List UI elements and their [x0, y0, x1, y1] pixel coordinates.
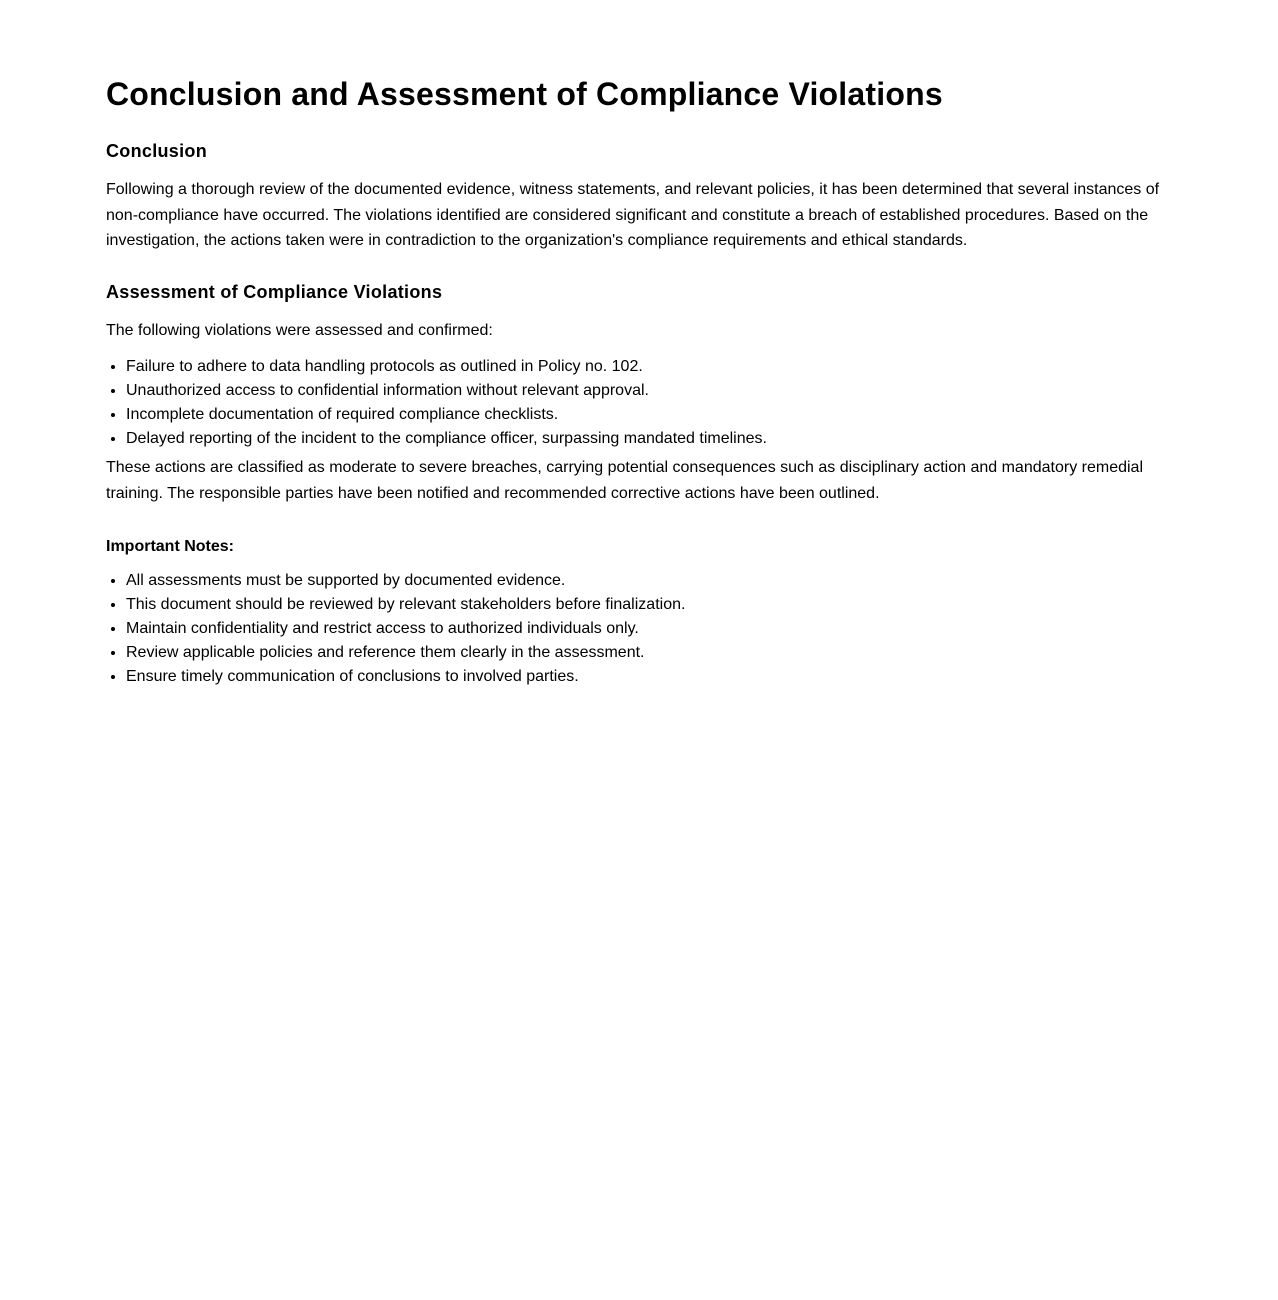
conclusion-heading: Conclusion — [106, 141, 207, 161]
assessment-heading: Assessment of Compliance Violations — [106, 281, 443, 302]
list-item: • Delayed reporting of the incident to the compliance officer, surpassing mandated timelines. — [126, 427, 1172, 451]
assessment-intro: The following violations were assessed and confirmed: — [106, 321, 493, 339]
list-item: • Incomplete documentation of required compliance checklists. — [126, 403, 1172, 427]
notes-heading: Important Notes: — [106, 537, 234, 555]
document-title: Conclusion and Assessment of Compliance Violations — [106, 76, 943, 112]
notes-section — [106, 535, 1172, 689]
conclusion-paragraph: Following a thorough review of the documented evidence, witness statements, and relevant policies, it has been determined that several instances of non-compliance have occurred. The violations identified are considered significant and constitute a breach of established procedures. Based on the investigation, the actions taken were in contradiction to the organization's compliance requirements and ethical standards. — [106, 181, 1160, 250]
list-item: • Ensure timely communication of conclusions to involved parties. — [126, 665, 1172, 689]
list-item: • This document should be reviewed by relevant stakeholders before finalization. — [126, 593, 1172, 617]
list-item: • Maintain confidentiality and restrict access to authorized individuals only. — [126, 617, 1172, 641]
list-item: • Unauthorized access to confidential information without relevant approval. — [126, 379, 1172, 403]
notes-list — [106, 569, 1172, 689]
list-item: • Review applicable policies and reference them clearly in the assessment. — [126, 641, 1172, 665]
assessment-closing-paragraph: These actions are classified as moderate to severe breaches, carrying potential consequences such as disciplinary action and mandatory remedial training. The responsible parties have been notified and recommended corrective actions have been outlined. — [106, 459, 1143, 502]
assessment-section — [106, 280, 1172, 507]
list-item: • All assessments must be supported by documented evidence. — [126, 569, 1172, 593]
conclusion-section — [106, 139, 1172, 254]
list-item: • Failure to adhere to data handling protocols as outlined in Policy no. 102. — [126, 355, 1172, 379]
violations-list — [106, 355, 1172, 451]
